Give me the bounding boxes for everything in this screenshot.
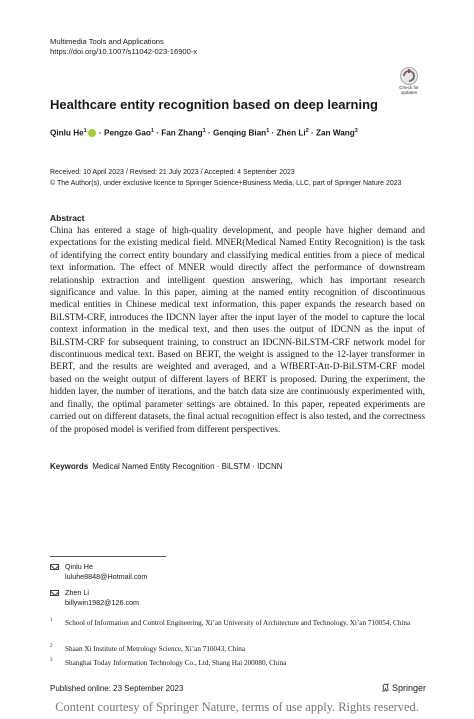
badge-label-line2: updates [400,90,418,96]
author-affiliation-ref: 1 [266,128,270,134]
publication-history [50,167,402,189]
author-name[interactable]: Zan Wang [315,128,355,138]
affiliation-entry [50,658,430,668]
contact-entry [50,562,250,582]
footnote-divider [50,556,166,557]
courtesy-watermark: Content courtesy of Springer Nature, terms of use apply. Rights reserved. [55,700,419,714]
check-for-updates-badge[interactable] [392,67,426,101]
springer-horse-icon [381,683,390,692]
badge-label-line1: Check for [399,85,419,90]
affiliation-text: Shaan Xi Institute of Metrology Science, Xi’an 710043, China [65,645,246,653]
history-dates: Received: 10 April 2023 / Revised: 21 July 2023 / Accepted: 4 September 2023 [50,169,295,176]
publisher-logo[interactable] [381,683,426,693]
keywords-text: Medical Named Entity Recognition · BiLSTM · IDCNN [92,462,283,471]
author-name[interactable]: Zhen Li [276,128,306,138]
paper-title: Healthcare entity recognition based on deep learning [50,97,378,112]
author-name[interactable]: Qinlu He [50,128,84,138]
update-check-icon [392,67,426,85]
contact-name: Zhen Li [65,588,89,597]
keywords-line [50,462,283,471]
author-affiliation-ref: 1 [150,128,154,134]
journal-doi[interactable]: https://doi.org/10.1007/s11042-023-16900-x [50,47,198,56]
journal-header [50,37,197,57]
author-affiliation-ref: 3 [354,128,358,134]
author-list: Qinlu $He^1$ · Pengze Gao$^1$ · Fan Zhang$^1$ · Genqing Bian$^1$ · Zhen $Li^2$ · Zan Wang$^3$ [50,128,358,138]
orcid-icon[interactable] [88,129,96,137]
envelope-icon [50,590,59,596]
affiliation-number: 3 [50,658,53,663]
affiliation-number: 1 [50,618,53,623]
affiliation-number: 2 [50,644,53,649]
published-online-date: Published online: 23 September 2023 [50,684,184,693]
contact-name: Qinlu He [65,562,93,571]
affiliation-entry [50,618,430,640]
author-affiliation-ref: 2 [305,128,309,134]
author-affiliation-ref: 1 [83,128,87,134]
author-affiliation-ref: 1 [202,128,206,134]
affiliation-text: Shanghai Today Information Technology Co., Ltd, Shang Hai 200080, China [65,659,287,667]
abstract-heading: Abstract [50,213,85,223]
abstract-text: China has entered a stage of high-quality development, and people have higher demand and expectations for the existing medical field. MNER(Medical Named Entity Recognition) is the task of identifying the correct entity boundary and classifying medical entities from a piece of medical text information. The effect of MNER would directly affect the performance of downstream relationship extraction and intelligent question answering, which has important research significance and value. In this paper, aiming at the named entity recognition of discontinuous medical entities in Chinese medical text information, this paper expands the research based on BiLSTM-CRF, introduces the IDCNN layer after the input layer of the model to capture the local context information in the medical text, and then uses the output of IDCNN as the input of BiLSTM-CRF for subsequent training, to construct an IDCNN-BiLSTM-CRF network model for discontinuous medical text. Based on BERT, the weight is assigned to the 12-layer transformer in BERT, and the results are weighted and averaged, and a WfBERT-Att-D-BiLSTM-CRF model based on the weight output of different layers of BERT is proposed. During the experiment, the hidden layer, the number of iterations, and the batch data size are continuously experimented with, and finally, the optimal parameter settings are obtained. In this paper, repeated experiments are carried out on different datasets, the final actual recognition effect is also tested, and the correctness of the proposed model is verified from different perspectives. [50,226,425,435]
affiliation-text: School of Information and Control Engineering, Xi’an University of Architecture and Technology, Xi’an 710054, China [65,619,411,627]
contact-email[interactable]: billywin1982@126.com [65,598,140,607]
publisher-name: Springer [392,683,427,693]
keywords-heading: Keywords [50,462,89,471]
journal-name: Multimedia Tools and Applications [50,37,164,46]
author-name[interactable]: Pengze Gao [104,128,151,138]
copyright-line: © The Author(s), under exclusive licence to Springer Science+Business Media, LLC, part of Springer Nature 2023 [50,180,402,187]
affiliation-entry [50,644,430,654]
author-name[interactable]: Fan Zhang [161,128,203,138]
contact-entry [50,588,250,608]
envelope-icon [50,564,59,570]
contact-email[interactable]: luluhe8848@Hotmail.com [65,572,148,581]
author-name[interactable]: Genqing Bian [212,128,267,138]
